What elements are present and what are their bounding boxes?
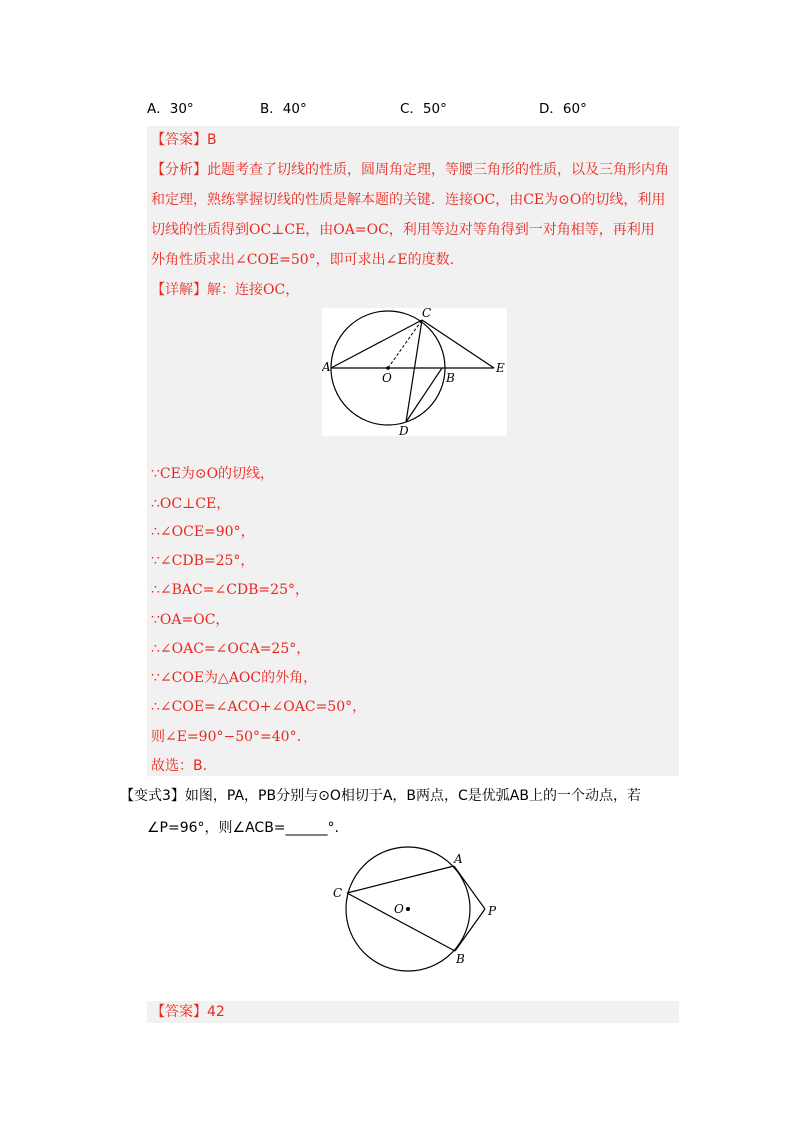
step-3: ∴∠OCE=90°，: [151, 524, 255, 540]
step-5: ∴∠BAC=∠CDB=25°，: [151, 582, 309, 598]
step-2: ∴OC⊥CE，: [151, 496, 231, 512]
analysis-text-1: 此题考查了切线的性质，圆周角定理，等腰三角形的性质，以及三角形内角: [207, 162, 669, 178]
analysis-line-1: [151, 160, 669, 180]
figure-circle-tangent: [322, 308, 507, 436]
figure-tangent-lines: [330, 845, 505, 973]
line-db: [406, 368, 442, 422]
answer-line: [151, 130, 217, 150]
solution-block: [147, 126, 679, 776]
line-ac: [331, 320, 422, 368]
option-c: C．50°: [400, 101, 447, 117]
analysis-line-3: 切线的性质得到OC⊥CE，由OA=OC，利用等边对等角得到一对角相等，再利用: [151, 222, 655, 238]
label-o: O: [382, 371, 392, 385]
detail-text: 解：连接OC，: [207, 282, 300, 298]
answer-value: B: [207, 132, 217, 148]
line-ca: [347, 866, 454, 893]
label-d: D: [399, 424, 409, 436]
analysis-line-2: 和定理，熟练掌握切线的性质是解本题的关键．连接OC，由CE为⊙O的切线，利用: [151, 192, 666, 208]
answer-tag: 【答案】: [151, 132, 207, 148]
line-cd: [406, 320, 422, 422]
figure2-svg: [330, 845, 505, 973]
answer2-line: [151, 1002, 225, 1022]
point-o: [386, 366, 390, 370]
label-c2: C: [333, 886, 343, 900]
option-b: B．40°: [260, 101, 307, 117]
step-6: ∵OA=OC，: [151, 612, 230, 628]
option-a: A．30°: [147, 101, 194, 117]
label-b2: B: [456, 952, 465, 966]
variant-tag: 【变式3】: [120, 788, 185, 804]
answer2-value: 42: [207, 1004, 225, 1020]
point-o2: [406, 907, 410, 911]
variant-line-2: ∠P=96°，则∠ACB=______°.: [147, 820, 339, 836]
step-1: ∵CE为⊙O的切线，: [151, 466, 275, 482]
analysis-tag: 【分析】: [151, 162, 207, 178]
label-a: A: [322, 360, 331, 374]
step-10: 则∠E=90°−50°=40°.: [151, 729, 302, 745]
step-9: ∴∠COE=∠ACO+∠OAC=50°，: [151, 699, 367, 715]
detail-tag: 【详解】: [151, 282, 207, 298]
variant-line-1: [120, 786, 641, 806]
answer-options: [147, 97, 687, 121]
label-e: E: [496, 361, 505, 375]
answer2-block: [147, 1001, 679, 1023]
label-c: C: [422, 308, 432, 320]
line-ce: [422, 320, 494, 368]
label-o2: O: [394, 902, 404, 916]
step-8: ∵∠COE为△AOC的外角，: [151, 670, 318, 686]
label-b: B: [446, 371, 455, 385]
answer2-tag: 【答案】: [151, 1004, 207, 1020]
analysis-line-4: 外角性质求出∠COE=50°，即可求出∠E的度数．: [151, 252, 464, 268]
label-p: P: [488, 904, 497, 918]
figure1-svg: [322, 308, 507, 436]
step-4: ∵∠CDB=25°，: [151, 553, 255, 569]
detail-line: [151, 280, 299, 300]
variant-text-1: 如图，PA，PB分别与⊙O相切于A，B两点，C是优弧AB上的一个动点，若: [184, 788, 641, 804]
step-7: ∴∠OAC=∠OCA=25°，: [151, 641, 311, 657]
conclusion: 故选：B.: [151, 758, 208, 774]
option-d: D．60°: [539, 101, 587, 117]
label-a2: A: [454, 852, 463, 866]
line-oc-dashed: [388, 320, 422, 368]
